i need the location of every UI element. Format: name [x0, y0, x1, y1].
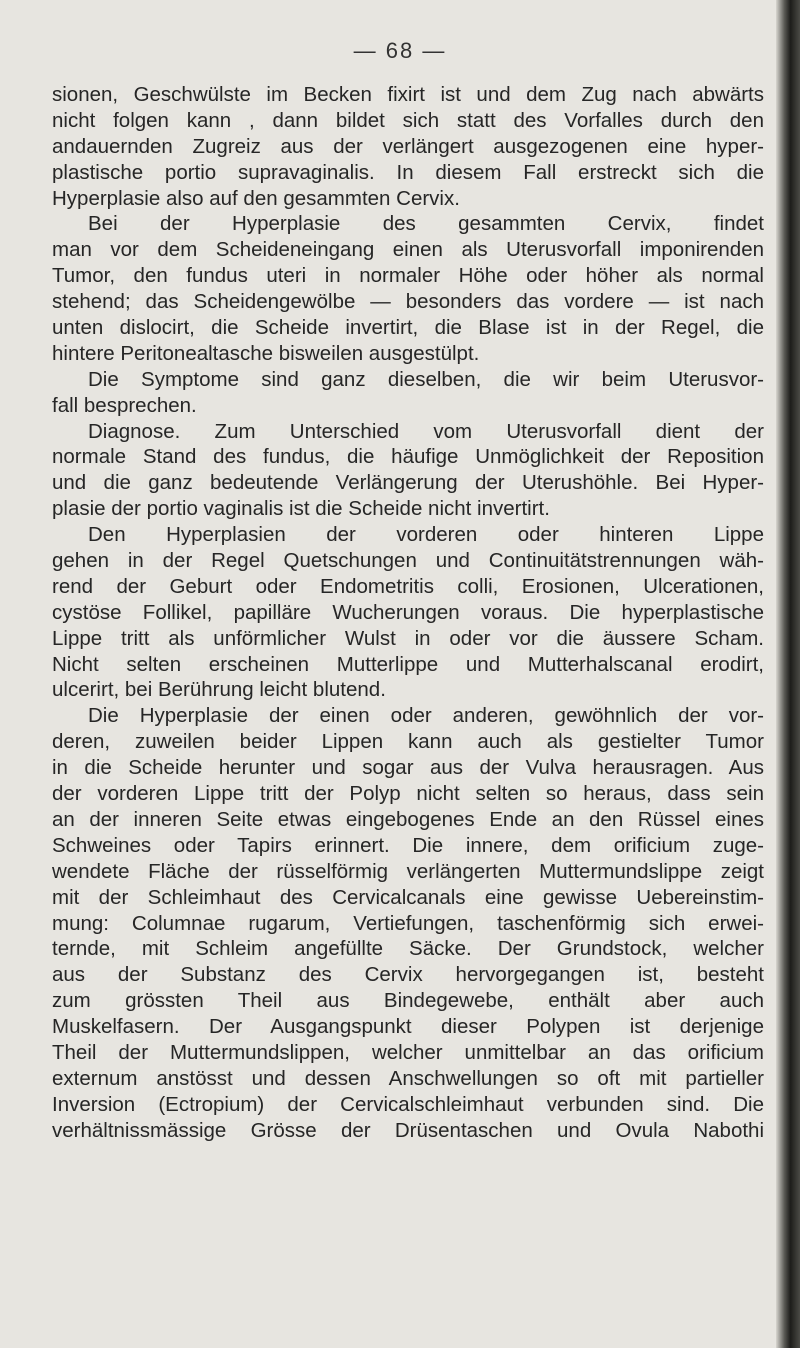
text-line: externum anstösst und dessen Anschwellungen so oft mit partieller: [52, 1066, 764, 1090]
text-line: stehend; das Scheidengewölbe — besonders das vordere — ist nach: [52, 290, 764, 314]
text-line: Diagnose. Zum Unterschied vom Uterusvorfall dient der: [88, 419, 764, 443]
text-line: Lippe tritt als unförmlicher Wulst in oder vor die äussere Scham.: [52, 626, 764, 650]
text-line: nicht folgen kann , dann bildet sich statt des Vorfalles durch den: [52, 108, 764, 132]
text-line: man vor dem Scheideneingang einen als Uterusvorfall imponirenden: [52, 238, 764, 262]
text-line: in die Scheide herunter und sogar aus der Vulva herausragen. Aus: [52, 756, 764, 780]
text-line: Die Hyperplasie der einen oder anderen, gewöhnlich der vor-: [88, 704, 764, 728]
text-line: mung: Columnae rugarum, Vertiefungen, taschenförmig sich erwei-: [52, 911, 764, 935]
text-line: und die ganz bedeutende Verlängerung der Uterushöhle. Bei Hyper-: [52, 471, 764, 495]
text-line: sionen, Geschwülste im Becken fixirt ist und dem Zug nach abwärts: [52, 83, 764, 106]
text-line: plasie der portio vaginalis ist die Scheide nicht invertirt.: [52, 497, 550, 521]
text-line: Schweines oder Tapirs erinnert. Die innere, dem orificium zuge-: [52, 833, 764, 857]
text-line: Muskelfasern. Der Ausgangspunkt dieser Polypen ist derjenige: [52, 1015, 764, 1039]
text-line: Die Symptome sind ganz dieselben, die wir beim Uterusvor-: [88, 367, 764, 391]
page-edge-shadow: [776, 0, 800, 1348]
text-line: der vorderen Lippe tritt der Polyp nicht selten so heraus, dass sein: [52, 782, 764, 806]
text-line: Nicht selten erscheinen Mutterlippe und Mutterhalscanal erodirt,: [52, 652, 764, 676]
text-line: hintere Peritonealtasche bisweilen ausgestülpt.: [52, 341, 480, 365]
text-line: zum grössten Theil aus Bindegewebe, enthält aber auch: [52, 989, 764, 1013]
text-line: verhältnissmässige Grösse der Drüsentaschen und Ovula Nabothi: [52, 1118, 764, 1142]
text-line: Bei der Hyperplasie des gesammten Cervix, findet: [88, 212, 764, 236]
text-line: aus der Substanz des Cervix hervorgegangen ist, besteht: [52, 963, 764, 987]
text-line: Tumor, den fundus uteri in normaler Höhe oder höher als normal: [52, 264, 764, 288]
text-line: mit der Schleimhaut des Cervicalcanals eine gewisse Uebereinstim-: [52, 885, 764, 909]
text-line: cystöse Follikel, papilläre Wucherungen voraus. Die hyperplastische: [52, 600, 764, 624]
text-line: ternde, mit Schleim angefüllte Säcke. Der Grundstock, welcher: [52, 937, 764, 961]
text-line: rend der Geburt oder Endometritis colli, Erosionen, Ulcerationen,: [52, 574, 764, 598]
text-line: deren, zuweilen beider Lippen kann auch als gestielter Tumor: [52, 730, 764, 754]
text-line: wendete Fläche der rüsselförmig verlängerten Muttermundslippe zeigt: [52, 859, 764, 883]
text-line: andauernden Zugreiz aus der verlängert ausgezogenen eine hyper-: [52, 134, 764, 158]
text-line: gehen in der Regel Quetschungen und Continuitätstrennungen wäh-: [52, 549, 764, 573]
text-line: normale Stand des fundus, die häufige Unmöglichkeit der Reposition: [52, 445, 764, 469]
text-line: ulcerirt, bei Berührung leicht blutend.: [52, 678, 386, 702]
body-text: [52, 82, 764, 1144]
text-line: plastische portio supravaginalis. In diesem Fall erstreckt sich die: [52, 160, 764, 184]
text-line: Hyperplasie also auf den gesammten Cervix.: [52, 186, 460, 210]
text-line: Theil der Muttermundslippen, welcher unmittelbar an das orificium: [52, 1040, 764, 1064]
text-line: unten dislocirt, die Scheide invertirt, die Blase ist in der Regel, die: [52, 316, 764, 340]
text-line: an der inneren Seite etwas eingebogenes Ende an den Rüssel eines: [52, 807, 764, 831]
text-line: Inversion (Ectropium) der Cervicalschleimhaut verbunden sind. Die: [52, 1092, 764, 1116]
text-line: Den Hyperplasien der vorderen oder hinteren Lippe: [88, 523, 764, 547]
page-number: — 68 —: [353, 38, 447, 63]
text-line: fall besprechen.: [52, 393, 197, 417]
